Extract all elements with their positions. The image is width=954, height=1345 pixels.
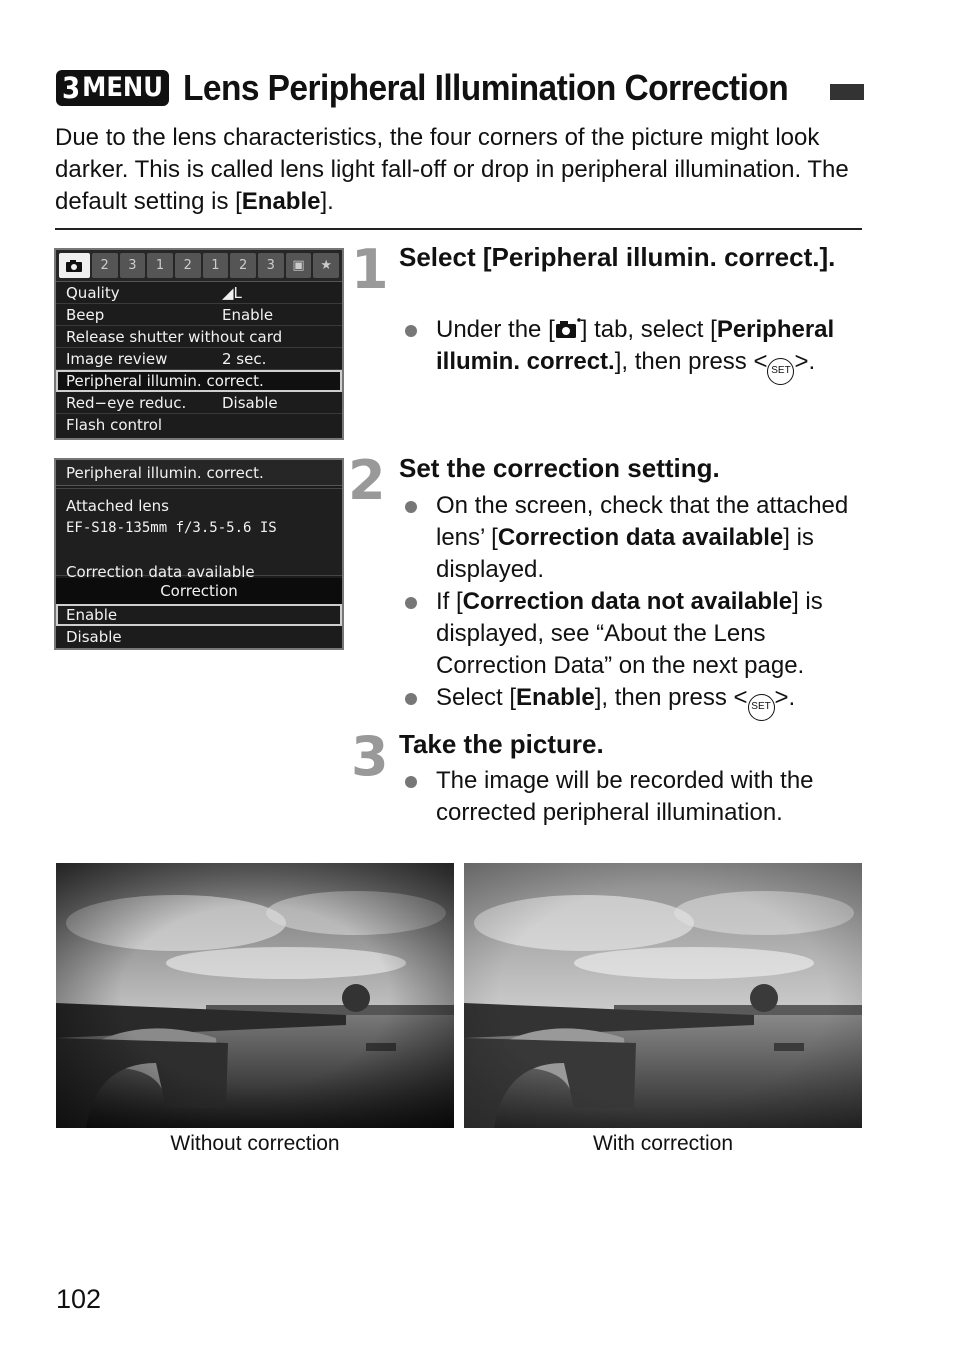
bullet-text: If [ — [436, 588, 463, 615]
bullet-text: ] tab, select [ — [580, 316, 717, 343]
title-row — [56, 66, 864, 110]
menu-item-label: Image review — [66, 349, 168, 368]
step-2-bullet-2 — [399, 586, 869, 682]
menu-item-flash-control[interactable] — [56, 414, 342, 436]
set-button-icon: SET — [767, 358, 794, 385]
bullet-text: >. — [774, 684, 796, 711]
menu-item-label: Peripheral illumin. correct. — [66, 371, 264, 390]
set-button-icon: SET — [748, 694, 775, 721]
playback-tab-2[interactable]: 2 — [175, 253, 201, 278]
menu-item-image-review[interactable] — [56, 348, 342, 370]
menu-tabs — [56, 250, 342, 282]
menu-item-release-shutter[interactable] — [56, 326, 342, 348]
bullet-text: ] is displayed. — [436, 524, 814, 583]
step-2-title: Set the correction setting. — [399, 453, 720, 483]
option-disable[interactable]: Disable — [66, 628, 122, 646]
menu-tab-badge — [56, 70, 169, 106]
page-number: 102 — [56, 1284, 102, 1314]
menu-item-value: ◢L — [222, 283, 242, 302]
screen-header: Peripheral illumin. correct. — [56, 460, 342, 486]
camera-menu-screen — [54, 248, 344, 440]
caption-with-correction: With correction — [592, 1132, 734, 1155]
bullet-text: ], then press < — [594, 684, 748, 711]
intro-end: ]. — [320, 188, 334, 215]
lens-info-box — [56, 488, 342, 581]
my-menu-tab[interactable]: ★ — [313, 253, 339, 278]
bullet-text: Under the [ — [436, 316, 555, 343]
playback-tab-1[interactable]: 1 — [147, 253, 173, 278]
bullet-bold: Peripheral illumin. correct. — [436, 316, 835, 375]
custom-functions-tab[interactable]: ▣ — [286, 253, 312, 278]
menu-item-value: 2 sec. — [222, 349, 267, 368]
photo-without-correction — [56, 863, 454, 1128]
page-title: Lens Peripheral Illumination Correction — [183, 67, 789, 108]
menu-item-peripheral-illumin[interactable] — [56, 370, 342, 392]
menu-item-value: Enable — [222, 305, 274, 324]
step-3-bullet-1: The image will be recorded with the corrected peripheral illumination. — [399, 765, 869, 829]
shooting-tab-2[interactable]: 2 — [92, 253, 118, 278]
menu-item-label: Quality — [66, 283, 120, 302]
section-marker — [830, 84, 864, 100]
attached-lens-label: Attached lens — [66, 497, 169, 515]
setup-tab-2[interactable]: 2 — [230, 253, 256, 278]
correction-data-status: Correction data available — [66, 563, 255, 581]
step-2-bullets — [399, 490, 869, 721]
intro-paragraph — [55, 122, 865, 218]
setup-tab-3[interactable]: 3 — [258, 253, 284, 278]
shooting-tab-3[interactable]: 3 — [120, 253, 146, 278]
step-3-number: 3 — [351, 725, 389, 788]
intro-bold: Enable — [241, 188, 321, 215]
menu-badge-number: 3 — [62, 71, 81, 105]
step-1-bullet-1 — [399, 314, 869, 385]
photo-with-correction — [464, 863, 862, 1128]
correction-setting-screen — [54, 458, 344, 650]
camera-icon — [65, 259, 83, 273]
menu-item-value: Disable — [222, 393, 278, 412]
bullet-text: ] is displayed, see “About the Lens Correction Data” on the next page. — [436, 588, 823, 679]
bullet-text: ], then press < — [614, 348, 768, 375]
step-3-title: Take the picture. — [399, 729, 604, 759]
lens-name: EF-S18-135mm f/3.5-5.6 IS — [66, 520, 277, 536]
bullet-bold: Correction data not available — [462, 588, 793, 615]
menu-item-label: Red−eye reduc. — [66, 393, 187, 412]
step-1-title: Select [Peripheral illumin. correct.]. — [399, 242, 836, 272]
step-1-number: 1 — [351, 238, 389, 301]
setup-tab-1[interactable]: 1 — [203, 253, 229, 278]
menu-item-red-eye[interactable] — [56, 392, 342, 414]
bullet-text: >. — [794, 348, 816, 375]
bridge-scene-image — [56, 863, 454, 1128]
step-2-bullet-1 — [399, 490, 869, 586]
bullet-text: On the screen, check that the attached lens’ [ — [436, 492, 849, 551]
bullet-bold: Enable — [516, 684, 595, 711]
caption-without-correction: Without correction — [170, 1132, 340, 1155]
bullet-bold: Correction data available — [497, 524, 784, 551]
menu-item-beep[interactable] — [56, 304, 342, 326]
menu-item-quality[interactable] — [56, 282, 342, 304]
divider — [55, 228, 862, 230]
step-1-bullets — [399, 314, 869, 385]
step-2-bullet-3 — [399, 682, 869, 721]
menu-item-label: Release shutter without card — [66, 327, 283, 346]
spacer — [66, 539, 332, 561]
bullet-text: Select [ — [436, 684, 517, 711]
correction-sub-header: Correction — [56, 578, 342, 604]
intro-text: Due to the lens characteristics, the four corners of the picture might look darker. This is called lens light fall-off or drop in peripheral illumination. The default setting is [ — [55, 124, 849, 215]
camera-shooting-icon — [555, 317, 581, 339]
menu-badge-label: MENU — [82, 72, 163, 103]
bridge-scene-image — [464, 863, 862, 1128]
menu-item-label: Flash control — [66, 416, 163, 434]
option-enable[interactable]: Enable — [56, 604, 342, 626]
menu-item-label: Beep — [66, 305, 105, 324]
step-2-number: 2 — [348, 449, 386, 512]
step-3-bullets — [399, 765, 869, 829]
shooting-tab-1[interactable] — [59, 253, 90, 278]
